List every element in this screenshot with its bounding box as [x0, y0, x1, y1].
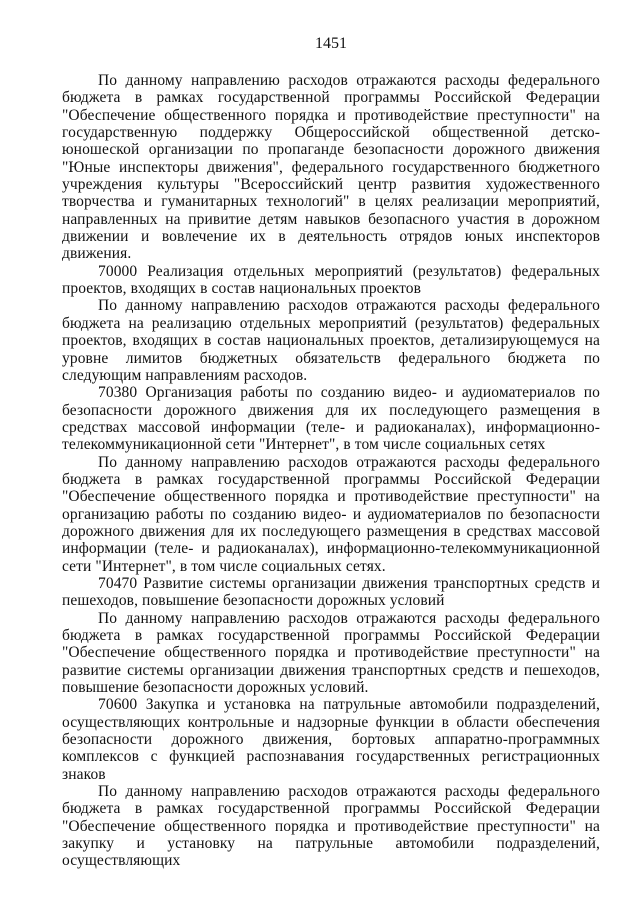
paragraph-description-70380: По данному направлению расходов отражаются расходы федерального бюджета в рамках государственной программы Российской Федерации "Обеспечение общественного порядка и противодействие преступности" на организацию работы по созданию видео- и аудиоматериалов по безопасности дорожного движения для их последующего размещения в средствах массовой информации (теле- и радиоканалах), информационно-телекоммуникационной сети "Интернет", в том числе социальных сетях. [62, 453, 600, 575]
heading-70380: 70380 Организация работы по созданию видео- и аудиоматериалов по безопасности дорожного движения для их последующего размещения в средствах массовой информации (теле- и радиоканалах), информационно-телекоммуникационной сети "Интернет", в том числе социальных сетях [62, 384, 600, 454]
paragraph-description-yid: По данному направлению расходов отражаются расходы федерального бюджета в рамках государственной программы Российской Федерации "Обеспечение общественного порядка и противодействие преступности" на государственную поддержку Общероссийской общественной детско-юношеской организации по пропаганде безопасности дорожного движения "Юные инспекторы движения", федерального государственного бюджетного учреждения культуры "Всероссийский центр развития художественного творчества и гуманитарных технологий" в целях реализации мероприятий, направленных на привитие детям навыков безопасного участия в дорожном движении и вовлечение их в деятельность отрядов юных инспекторов движения. [62, 72, 600, 263]
document-page [62, 34, 600, 870]
paragraph-description-70600: По данному направлению расходов отражаются расходы федерального бюджета в рамках государственной программы Российской Федерации "Обеспечение общественного порядка и противодействие преступности" на закупку и установку на патрульные автомобили подразделений, осуществляющих [62, 783, 600, 870]
heading-70600: 70600 Закупка и установка на патрульные автомобили подразделений, осуществляющих контрольные и надзорные функции в области обеспечения безопасности дорожного движения, бортовых аппаратно-программных комплексов с функцией распознавания государственных регистрационных знаков [62, 696, 600, 783]
heading-70000: 70000 Реализация отдельных мероприятий (результатов) федеральных проектов, входящих в состав национальных проектов [62, 262, 600, 298]
paragraph-description-70000: По данному направлению расходов отражаются расходы федерального бюджета на реализацию отдельных мероприятий (результатов) федеральных проектов, входящих в состав национальных проектов, детализирующемуся на уровне лимитов бюджетных обязательств федерального бюджета по следующим направлениям расходов. [62, 297, 600, 384]
heading-70470: 70470 Развитие системы организации движения транспортных средств и пешеходов, повышение безопасности дорожных условий [62, 574, 600, 610]
page-number: 1451 [315, 35, 347, 52]
paragraph-description-70470: По данному направлению расходов отражаются расходы федерального бюджета в рамках государственной программы Российской Федерации "Обеспечение общественного порядка и противодействие преступности" на развитие системы организации движения транспортных средств и пешеходов, повышение безопасности дорожных условий. [62, 609, 600, 697]
